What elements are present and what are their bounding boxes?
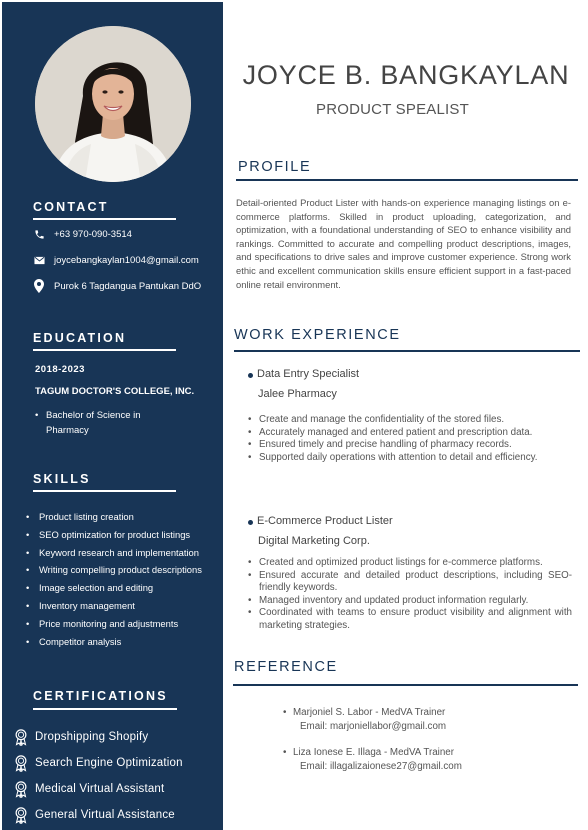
certification-item: [12, 754, 183, 772]
certification-label: Search Engine Optimization: [35, 757, 183, 769]
duty-item: • Accurately managed and entered patient and prescription data.: [248, 427, 572, 440]
skill-item: • Image selection and editing: [26, 582, 202, 600]
contact-phone: [32, 227, 132, 241]
contact-email: [32, 253, 199, 267]
skill-item: • Competitor analysis: [26, 636, 202, 654]
education-degree: • Bachelor of Science in Pharmacy: [35, 408, 175, 438]
job-title: [248, 515, 393, 527]
job-duties: [248, 557, 572, 633]
phone-text[interactable]: +63 970-090-3514: [54, 228, 132, 240]
reference-divider: [233, 684, 578, 686]
profile-photo: [35, 26, 191, 182]
duty-item: • Coordinated with teams to ensure product visibility and alignment with marketing strategies.: [248, 607, 572, 632]
reference-email[interactable]: Email: illagalizaionese27@gmail.com: [300, 760, 462, 772]
duty-item: • Ensured timely and precise handling of pharmacy records.: [248, 439, 572, 452]
reference-item: • Marjoniel S. Labor - MedVA Trainer Email: marjoniellabor@gmail.com: [283, 707, 447, 732]
contact-address: [32, 279, 201, 293]
sidebar: [2, 2, 223, 830]
contact-divider: [33, 218, 176, 220]
bullet-icon: [248, 373, 253, 378]
education-degree-text: Bachelor of Science in Pharmacy: [46, 410, 141, 436]
job-title: [248, 368, 359, 380]
mail-icon: [32, 253, 46, 267]
reference-name: Marjoniel S. Labor - MedVA Trainer: [293, 707, 446, 718]
certification-label: General Virtual Assistance: [35, 809, 175, 821]
job-title-text: E-Commerce Product Lister: [257, 515, 393, 527]
profile-divider: [236, 179, 578, 181]
skills-divider: [33, 490, 176, 492]
phone-icon: [32, 227, 46, 241]
bullet-icon: [248, 520, 253, 525]
education-divider: [33, 349, 176, 351]
candidate-title: PRODUCT SPEALIST: [316, 101, 469, 118]
duty-item: • Managed inventory and updated product information regularly.: [248, 595, 572, 608]
education-heading: EDUCATION: [33, 331, 127, 345]
skills-list: [26, 511, 202, 653]
award-badge-icon: [12, 806, 30, 824]
certifications-divider: [33, 708, 177, 710]
skill-item: • Keyword research and implementation: [26, 547, 202, 565]
job-title-text: Data Entry Specialist: [257, 368, 360, 380]
work-experience-divider: [234, 350, 580, 352]
skills-heading: SKILLS: [33, 472, 91, 486]
certification-label: Medical Virtual Assistant: [35, 783, 165, 795]
profile-text: Detail-oriented Product Lister with hands-on experience managing listings on e-commerce platforms. Skilled in product uploading, categorization, and optimization, with a foundational understanding of SEO to enhance visibility and rankings. Committed to accurate and compelling product descriptions, images, and specifications to drive sales and improve customer experience. Strong work ethic and excellent communication skills ensure efficient support in a fast-paced online retail environment.: [236, 197, 571, 290]
contact-heading: CONTACT: [33, 200, 109, 214]
reference-email[interactable]: Email: marjoniellabor@gmail.com: [300, 720, 447, 732]
skill-item: • Inventory management: [26, 600, 202, 618]
skill-item: • Price monitoring and adjustments: [26, 618, 202, 636]
reference-name: Liza Ionese E. Illaga - MedVA Trainer: [293, 747, 455, 758]
address-text: Purok 6 Tagdangua Pantukan DdO: [54, 280, 202, 292]
reference-heading: REFERENCE: [234, 659, 338, 675]
reference-item: • Liza Ionese E. Illaga - MedVA Trainer Email: illagalizaionese27@gmail.com: [283, 747, 462, 772]
location-pin-icon: [32, 279, 46, 293]
education-school: TAGUM DOCTOR'S COLLEGE, INC.: [35, 386, 195, 397]
candidate-name: JOYCE B. BANGKAYLAN: [242, 60, 570, 90]
job-duties: [248, 414, 572, 464]
certification-item: [12, 780, 164, 798]
award-badge-icon: [12, 728, 30, 746]
skill-item: • Product listing creation: [26, 511, 202, 529]
job-company: Jalee Pharmacy: [258, 388, 337, 400]
award-badge-icon: [12, 754, 30, 772]
work-experience-heading: WORK EXPERIENCE: [234, 327, 401, 343]
duty-item: • Supported daily operations with attention to detail and efficiency.: [248, 452, 572, 465]
certification-label: Dropshipping Shopify: [35, 731, 149, 743]
profile-heading: PROFILE: [238, 159, 312, 175]
skill-item: • SEO optimization for product listings: [26, 529, 202, 547]
certification-item: [12, 728, 148, 746]
job-company: Digital Marketing Corp.: [258, 535, 370, 547]
skill-item: • Writing compelling product descriptions: [26, 564, 202, 582]
certifications-heading: CERTIFICATIONS: [33, 689, 168, 703]
email-text[interactable]: joycebangkaylan1004@gmail.com: [54, 254, 199, 266]
certification-item: [12, 806, 175, 824]
duty-item: • Ensured accurate and detailed product descriptions, including SEO-friendly keywords.: [248, 570, 572, 595]
award-badge-icon: [12, 780, 30, 798]
duty-item: • Created and optimized product listings for e-commerce platforms.: [248, 557, 572, 570]
education-years: 2018-2023: [35, 364, 85, 375]
duty-item: • Create and manage the confidentiality of the stored files.: [248, 414, 572, 427]
